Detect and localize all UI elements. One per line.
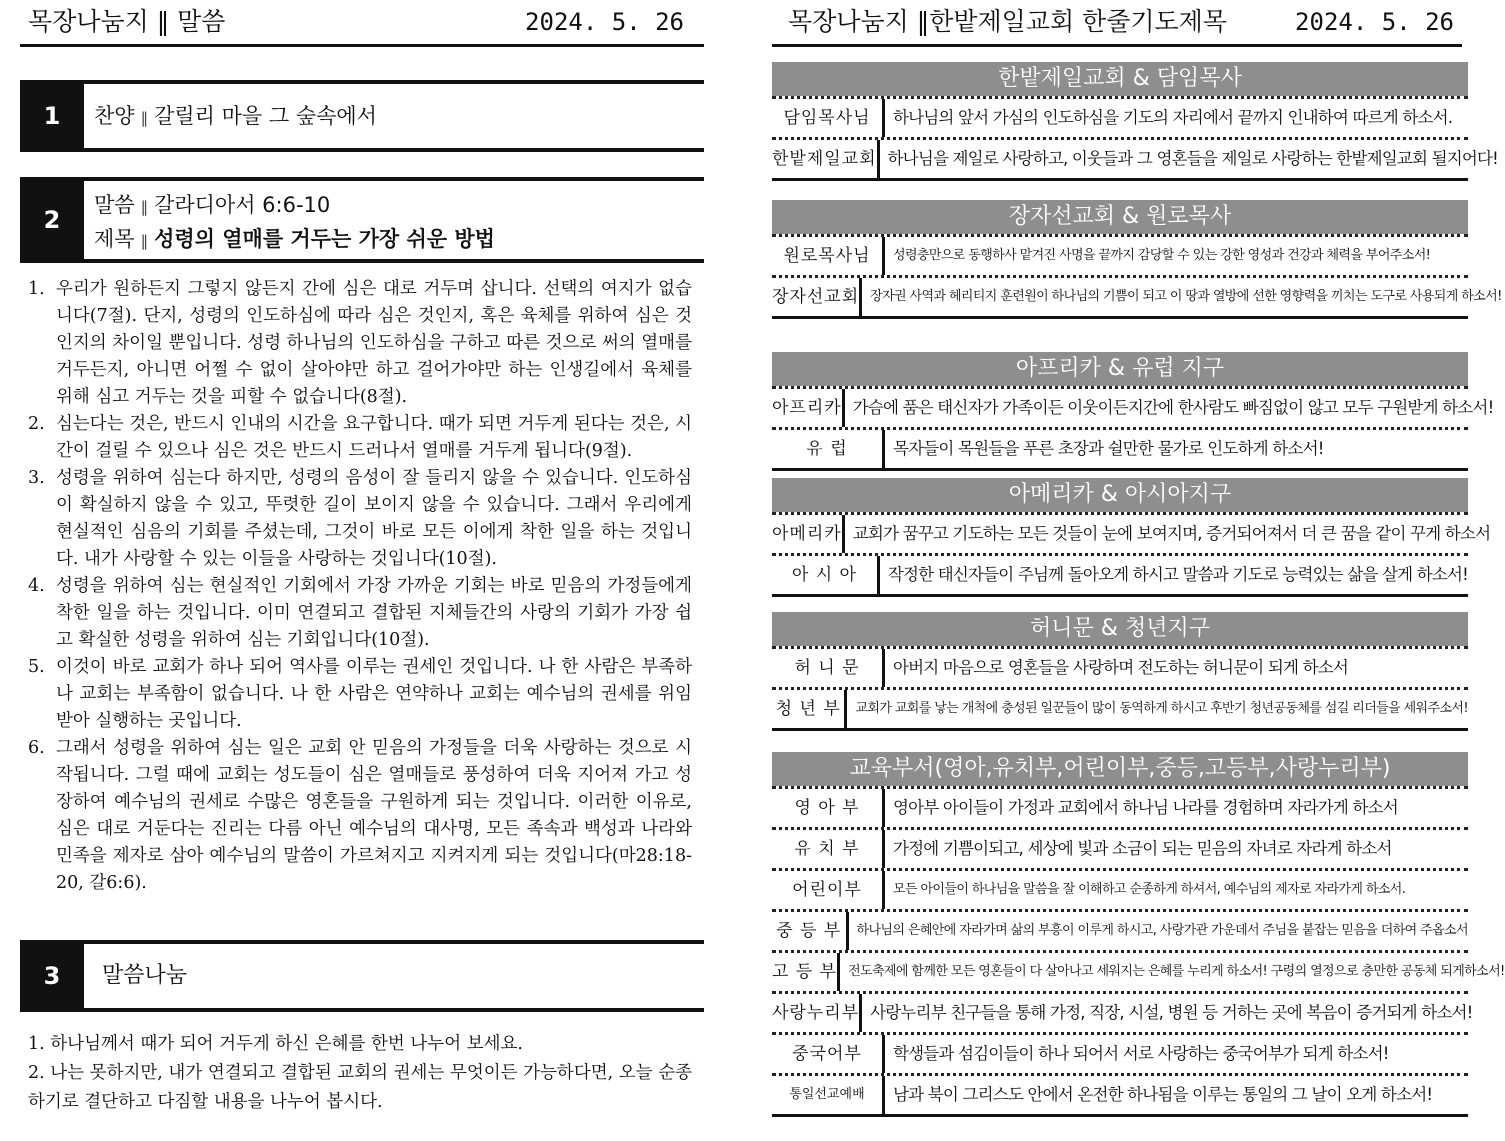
right-header (772, 0, 1462, 47)
section-sharing (20, 940, 704, 1012)
point-number: 6. (28, 738, 45, 758)
prayer-row (772, 275, 1502, 316)
group-banner: 아메리카 & 아시아지구 (772, 478, 1468, 512)
row-label: 허 니 문 (772, 649, 885, 687)
sermon-point (28, 654, 692, 735)
prayer-row (772, 687, 1468, 728)
row-label: 담임목사님 (772, 99, 885, 137)
point-text: 그래서 성령을 위하여 심는 일은 교회 안 믿음의 가정들을 더욱 사랑하는 것으로 시작됩니다. 그럴 때에 교회는 성도들이 심은 열매들로 풍성하여 더욱 지어져 가고 성장하여 예수님의 권세로 수많은 영혼들을 구원하게 되는 것입니다. 이러한 이유로, 심은 대로 거둔다는 진리는 다름 아닌 예수님의 대사명, 모든 족속과 백성과 나라와 민족을 제자로 삼아 예수님의 말씀이 가르쳐지고 지켜지게 되는 것입니다(마28:18-20, 갈6:6). (56, 738, 692, 893)
sermon-points (28, 276, 692, 897)
prayer-group (772, 752, 1505, 1117)
question: 2. 나는 못하지만, 내가 연결되고 결합된 교회의 권세는 무엇이든 가능하다면, 오늘 순종하기로 결단하고 다짐할 내용을 나누어 봅시다. (28, 1063, 692, 1112)
right-header-title: 목장나눔지 ‖한밭제일교회 한줄기도제목 (788, 7, 1227, 36)
separator: ‖ (140, 198, 149, 216)
point-text: 성령을 위하여 심는 현실적인 기회에서 가장 가까운 기회는 바로 믿음의 가정들에게 착한 일을 하는 것입니다. 이미 연결되고 결합된 지체들간의 사랑의 기회가 가장 쉽고 확실한 성령을 위하여 심는 기회입니다(10절). (56, 576, 692, 650)
row-text: 가슴에 품은 태신자가 가족이든 이웃이든지간에 한사람도 빠짐없이 않고 모두 구원받게 하소서! (852, 398, 1494, 417)
separator: ‖ (140, 109, 149, 127)
row-text: 교회가 교회를 낳는 개척에 충성된 일꾼들이 많이 동역하게 하시고 후반기 청년공동체를 섬길 리더들을 세워주소서! (855, 701, 1468, 716)
row-text: 영아부 아이들이 가정과 교회에서 하나님 나라를 경험하며 자라가게 하소서 (893, 798, 1398, 817)
point-number: 1. (28, 279, 45, 299)
row-text: 전도축제에 함께한 모든 영혼들이 다 살아나고 세워지는 은혜를 누리게 하소서! 구령의 열정으로 충만한 공동체 되게하소서! (848, 964, 1505, 979)
point-number: 3. (28, 468, 45, 488)
left-header-date: 2024. 5. 26 (525, 8, 684, 36)
row-label: 장자선교회 (772, 278, 862, 316)
section-label: 찬양 (94, 104, 135, 128)
left-header-title: 목장나눔지 ‖ 말씀 (28, 7, 226, 36)
sermon-point (28, 573, 692, 654)
right-header-date: 2024. 5. 26 (1295, 8, 1454, 36)
row-label: 유 럽 (772, 430, 885, 468)
section-sermon (20, 177, 704, 263)
section-title: 말씀나눔 (102, 963, 188, 988)
row-label: 한밭제일교회 (772, 140, 880, 178)
point-text: 심는다는 것은, 반드시 인내의 시간을 요구합니다. 때가 되면 거두게 된다는 것은, 시간이 걸릴 수 있으나 심은 것은 반드시 드러나서 열매를 거두게 됩니다(9절). (56, 414, 692, 461)
point-number: 4. (28, 576, 45, 596)
group-banner: 교육부서(영아,유치부,어린이부,중등,고등부,사랑누리부) (772, 752, 1468, 786)
row-text: 장자권 사역과 헤리티지 훈련원이 하나님의 기쁨이 되고 이 땅과 열방에 선한 영향력을 끼치는 도구로 사용되게 하소서! (870, 289, 1502, 304)
sharing-questions (28, 1030, 692, 1117)
row-text: 사랑누리부 친구들을 통해 가정, 직장, 시설, 병원 등 거하는 곳에 복음이 증거되게 하소서! (870, 1003, 1473, 1022)
prayer-row (772, 991, 1473, 1032)
separator: ‖ (140, 232, 149, 250)
prayer-row (772, 1032, 1468, 1073)
row-label: 통일선교예배 (772, 1076, 885, 1114)
prayer-row (772, 234, 1468, 275)
section-label: 제목 (94, 227, 135, 251)
prayer-row (772, 786, 1468, 827)
sermon-title: 성령의 열매를 거두는 가장 쉬운 방법 (154, 227, 495, 251)
row-text: 하나님을 제일로 사랑하고, 이웃들과 그 영혼들을 제일로 사랑하는 한밭제일교회 될지어다! (887, 149, 1498, 168)
group-banner: 장자선교회 & 원로목사 (772, 200, 1468, 234)
prayer-group (772, 62, 1498, 181)
prayer-row (772, 137, 1498, 178)
prayer-row (772, 950, 1505, 991)
prayer-row (772, 386, 1494, 427)
row-text: 교회가 꿈꾸고 기도하는 모든 것들이 눈에 보여지며, 증거되어져서 더 큰 꿈을 같이 꾸게 하소서 (852, 524, 1491, 543)
row-text: 목자들이 목원들을 푸른 초장과 쉴만한 물가로 인도하게 하소서! (893, 439, 1324, 458)
group-banner: 허니문 & 청년지구 (772, 612, 1468, 646)
row-label: 중국어부 (772, 1035, 885, 1073)
row-text: 가정에 기쁨이되고, 세상에 빛과 소금이 되는 믿음의 자녀로 자라게 하소서 (893, 839, 1392, 858)
prayer-row (772, 868, 1468, 909)
row-label: 사랑누리부 (772, 994, 862, 1032)
group-banner: 아프리카 & 유럽 지구 (772, 352, 1468, 386)
row-label: 아 시 아 (772, 556, 880, 594)
point-text: 우리가 원하든지 그렇지 않든지 간에 심은 대로 거두며 삽니다. 선택의 여지가 없습니다(7절). 단지, 성령의 인도하심에 따라 심은 것인지, 혹은 육체를 위하여 심은 것인지의 차이일 뿐입니다. 성령 하나님의 인도하심을 구하고 따른 것으로 써의 열매를 거두든지, 아니면 어쩔 수 없이 살아야만 하고 걸어가야만 하는 인생길에서 육체를 위해 심고 거두는 것을 피할 수 없습니다(8절). (56, 279, 692, 407)
prayer-group (772, 352, 1494, 471)
prayer-group (772, 478, 1491, 597)
sermon-point (28, 411, 692, 465)
row-label: 어린이부 (772, 871, 885, 909)
section-label: 말씀 (94, 193, 135, 217)
scripture-ref: 갈라디아서 6:6-10 (154, 193, 331, 217)
prayer-row (772, 827, 1468, 868)
prayer-row (772, 646, 1468, 687)
left-header (20, 0, 704, 47)
section-number: 2 (20, 181, 84, 259)
row-text: 작정한 태신자들이 주님께 돌아오게 하시고 말씀과 기도로 능력있는 삶을 살게 하소서! (887, 565, 1468, 584)
row-label: 중 등 부 (772, 912, 849, 950)
row-label: 청 년 부 (772, 690, 847, 728)
point-number: 5. (28, 657, 45, 677)
prayer-row (772, 909, 1468, 950)
row-text: 하나님의 앞서 가심의 인도하심을 기도의 자리에서 끝까지 인내하여 따르게 하소서. (893, 108, 1453, 127)
section-number: 1 (20, 84, 84, 148)
prayer-page (772, 0, 1505, 1141)
row-text: 모든 아이들이 하나님을 말씀을 잘 이해하고 순종하게 하셔서, 예수님의 제자로 자라가게 하소서. (893, 882, 1406, 897)
row-text: 성령충만으로 동행하사 맡겨진 사명을 끝까지 감당할 수 있는 강한 영성과 건강과 체력을 부어주소서! (893, 248, 1431, 263)
row-text: 아버지 마음으로 영혼들을 사랑하며 전도하는 허니문이 되게 하소서 (893, 658, 1349, 677)
prayer-row (772, 96, 1468, 137)
sermon-point (28, 465, 692, 573)
sermon-point (28, 276, 692, 411)
point-text: 성령을 위하여 심는다 하지만, 성령의 음성이 잘 들리지 않을 수 있습니다. 인도하심이 확실하지 않을 수 있고, 뚜렷한 길이 보이지 않을 수 있습니다. 그래서 우리에게 현실적인 심음의 기회를 주셨는데, 그것이 바로 모든 이에게 착한 일을 하는 것입니다. 내가 사랑할 수 있는 이들을 사랑하는 것입니다(10절). (56, 468, 692, 569)
row-label: 아프리카 (772, 389, 845, 427)
point-text: 이것이 바로 교회가 하나 되어 역사를 이루는 권세인 것입니다. 나 한 사람은 부족하나 교회는 부족함이 없습니다. 나 한 사람은 연약하나 교회는 예수님의 권세를 위임받아 실행하는 곳입니다. (56, 657, 692, 731)
question: 1. 하나님께서 때가 되어 거두게 하신 은혜를 한번 나누어 보세요. (28, 1034, 523, 1054)
scripture-line (94, 189, 696, 223)
section-praise (20, 80, 704, 152)
sermon-page (20, 0, 704, 1141)
point-number: 2. (28, 414, 45, 434)
prayer-group (772, 612, 1468, 731)
section-number: 3 (20, 944, 84, 1008)
row-label: 유 치 부 (772, 830, 885, 868)
sermon-point (28, 735, 692, 897)
row-text: 학생들과 섬김이들이 하나 되어서 서로 사랑하는 중국어부가 되게 하소서! (893, 1044, 1389, 1063)
prayer-row (772, 553, 1468, 594)
row-label: 고 등 부 (772, 953, 840, 991)
group-banner: 한밭제일교회 & 담임목사 (772, 62, 1468, 96)
prayer-group (772, 200, 1502, 319)
row-label: 원로목사님 (772, 237, 885, 275)
row-text: 하나님의 은혜안에 자라가며 삶의 부흥이 이루게 하시고, 사랑가관 가운데서 주님을 붙잡는 믿음을 더하여 주옵소서 (856, 923, 1468, 938)
sermon-title-line (94, 223, 696, 257)
row-label: 영 아 부 (772, 789, 885, 827)
row-text: 남과 북이 그리스도 안에서 온전한 하나됨을 이루는 통일의 그 날이 오게 하소서! (893, 1085, 1433, 1104)
row-label: 아메리카 (772, 515, 845, 553)
prayer-row (772, 512, 1491, 553)
prayer-row (772, 1073, 1468, 1114)
hymn-title: 갈릴리 마을 그 숲속에서 (154, 104, 377, 128)
prayer-row (772, 427, 1468, 468)
